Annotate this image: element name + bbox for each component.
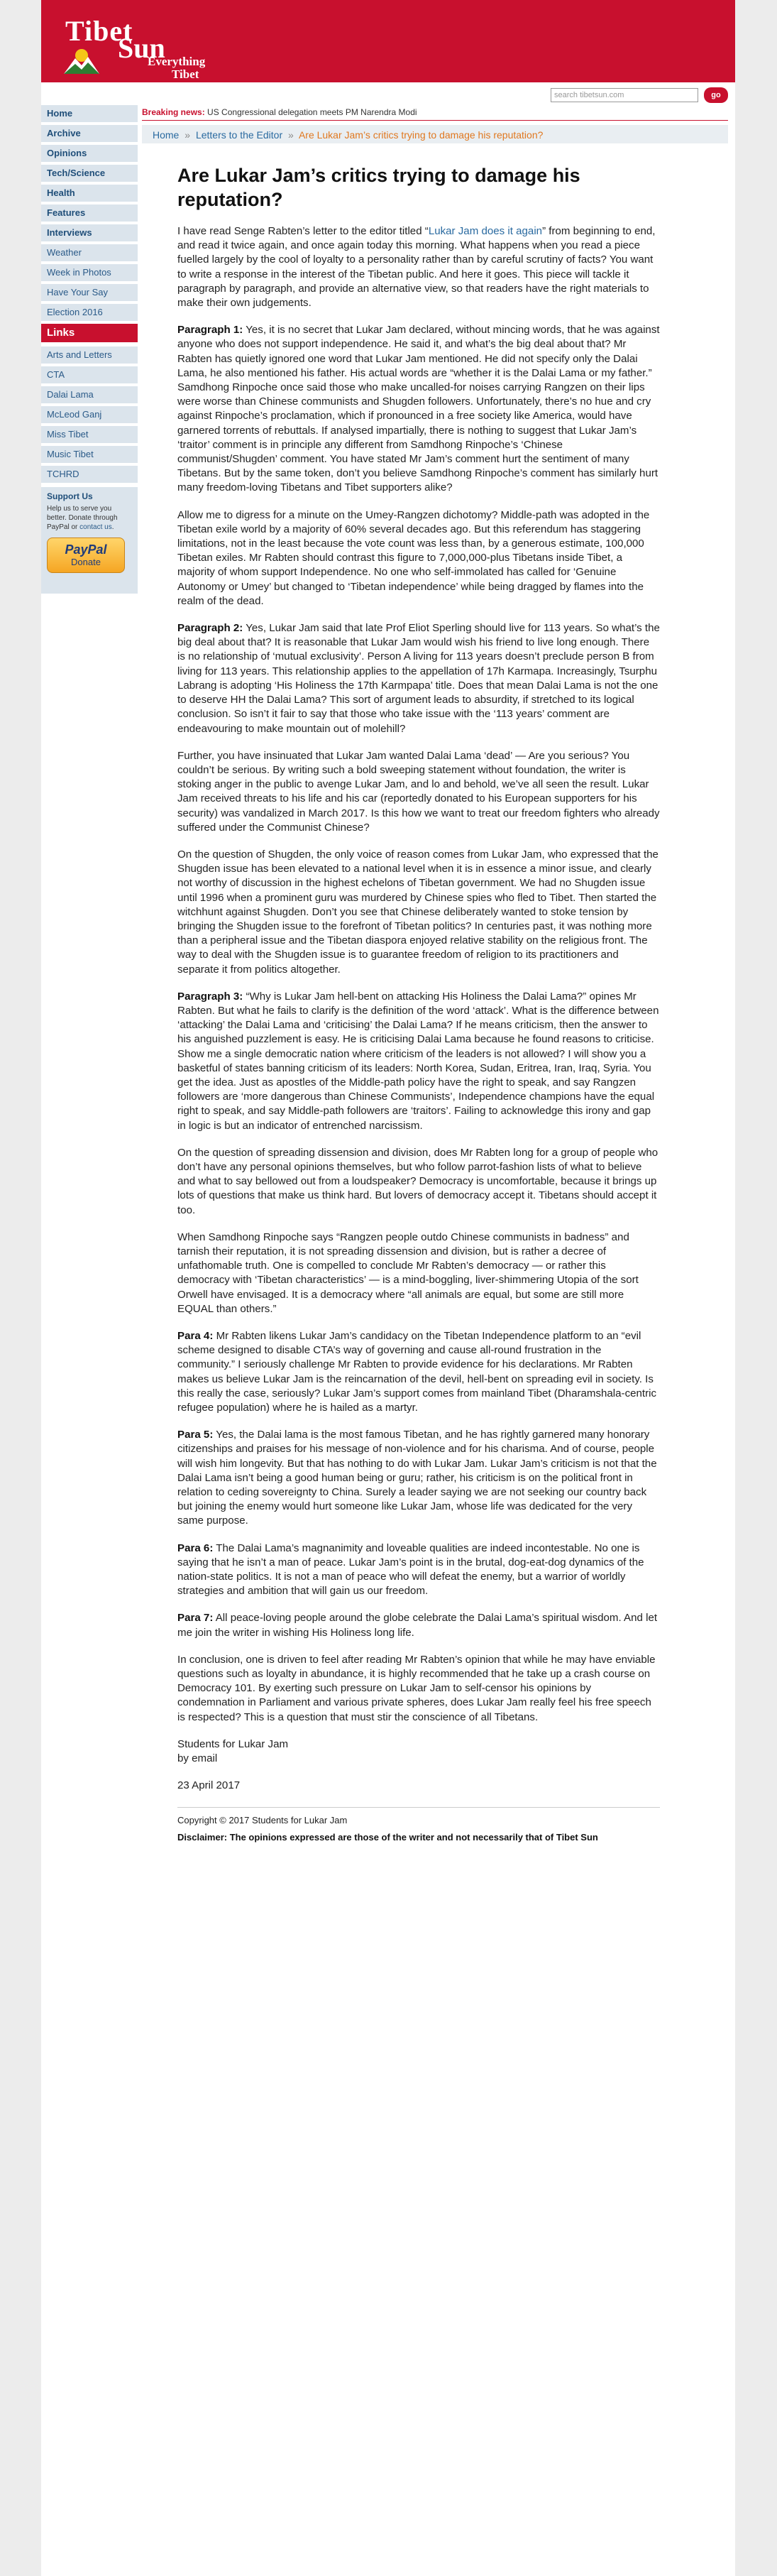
- breadcrumb-current: Are Lukar Jam’s critics trying to damage his reputation?: [298, 129, 544, 141]
- mountain-sun-icon: [64, 45, 99, 74]
- breaking-news-label: Breaking news:: [142, 107, 205, 117]
- paragraph-7: [177, 1611, 660, 1639]
- article-byline: [177, 1737, 681, 1766]
- breaking-news-bar: [142, 107, 728, 121]
- paragraph-2-text: Yes, Lukar Jam said that late Prof Eliot Sperling should live for 113 years. So what’s the big deal about that? It is reasonable that Lukar Jam would wish his friend to live long enough. There is no relationship of ‘mutual exclusivity’. Person A living for 113 years doesn’t preclude person B from living for 113 years. This relationship applies to the appellation of 17h Karmapa. Increasingly, Tsurphu Labrang is adopting ‘His Holiness the 17th Karmpapa’ title. Does that mean Dalai Lama is not the one to deserve HH the Dalai Lama? This sort of argument leads to absurdity, if stretched to its logical conclusion. So isn’t it fair to say that those who take issue with the ‘113 years’ comment are endeavouring to make mountain out of molehill?: [177, 622, 660, 735]
- article-copyright: Copyright © 2017 Students for Lukar Jam: [177, 1815, 348, 1826]
- paragraph-6-label: Para 6:: [177, 1541, 214, 1554]
- breadcrumb-letters[interactable]: Letters to the Editor: [195, 129, 283, 141]
- paragraph-1-label: Paragraph 1:: [177, 324, 243, 337]
- sidebar-item-opinions[interactable]: Opinions: [41, 145, 138, 162]
- intro-link[interactable]: Lukar Jam does it again: [428, 225, 543, 237]
- paragraph-3-label: Paragraph 3:: [177, 990, 243, 1003]
- search-input[interactable]: search tibetsun.com: [551, 88, 698, 102]
- support-title: Support Us: [47, 491, 93, 501]
- article-date: 23 April 2017: [177, 1779, 241, 1792]
- paragraph-further: Further, you have insinuated that Lukar Jam wanted Dalai Lama ‘dead’ — Are you serious? You couldn’t be serious. By writing such a bold sweeping statement without foundation, the writer is stoking anger in the public to avenge Lukar Jam, and lo and behold, we’ve all seen the result. Lukar Jam received threats to his life and his car (reportedly donated to his European supporters for his security) was vandalized in March 2017. Is this how we want to treat our freedom fighters who already suffered under the Communist Chinese?: [177, 749, 660, 834]
- article: [142, 163, 728, 1843]
- support-text-before: Help us to serve you better. Donate through PayPal or: [47, 505, 118, 531]
- paragraph-4-label: Para 4:: [177, 1330, 214, 1343]
- divider: [177, 1807, 660, 1808]
- link-arts-and-letters[interactable]: Arts and Letters: [41, 346, 138, 364]
- paypal-logo: PayPal: [65, 542, 107, 557]
- paragraph-shugden: On the question of Shugden, the only voice of reason comes from Lukar Jam, who expressed that the Shugden issue has been elevated to a national level when it is in essence a minor issue, and clearly not worthy of discussion in the highest echelons of Tibetan government. We had no Shugden issue until 1996 when a prominent guru was murdered by Chinese spies who fled to Tibet. Then started the witchhunt against Shugden. Don’t you see that Chinese deliberately wanted to stoke tension by bringing the Shugden issue to the forefront of Tibetan politics? In centuries past, it was nothing more than a peripheral issue and the Tibetan diaspora enjoyed relative stability on the religious front. The way to deal with the Shugden issue is to guarantee freedom of religion to its practitioners and separate it from politics altogether.: [177, 848, 658, 976]
- article-intro: [177, 224, 660, 310]
- paragraph-3: [177, 990, 660, 1133]
- sidebar-item-archive[interactable]: Archive: [41, 125, 138, 142]
- paypal-donate-button[interactable]: [47, 537, 125, 573]
- link-cta[interactable]: CTA: [41, 366, 138, 383]
- sidebar-item-home[interactable]: Home: [41, 105, 138, 122]
- paragraph-5-text: Yes, the Dalai lama is the most famous Tibetan, and he has rightly garnered many honorary citizenships and praises for his message of non-violence and for his charisma. And of course, people will wish him longevity. But that has nothing to do with Lukar Jam. Lukar Jam’s criticism is not that the Dalai Lama isn’t being a good human being or guru; rather, his criticism is on the political front in relation to ceding sovereignty to China. Surely a leader saying we are not seeking our country back but joining the enemy would hurt someone like Lukar Jam, whose life was dedicated for the very same purpose.: [177, 1429, 657, 1527]
- contact-us-link[interactable]: contact us: [79, 523, 112, 531]
- article-author: Students for Lukar Jam: [177, 1737, 289, 1750]
- sidebar-item-health[interactable]: Health: [41, 185, 138, 202]
- support-text-after: .: [111, 523, 114, 531]
- breadcrumb-home[interactable]: Home: [153, 129, 180, 141]
- main-content: [142, 125, 728, 1843]
- logo-tagline-2: Tibet: [172, 67, 199, 81]
- breaking-news-link[interactable]: US Congressional delegation meets PM Narendra Modi: [207, 107, 417, 117]
- paragraph-3-text: “Why is Lukar Jam hell-bent on attacking His Holiness the Dalai Lama?” opines Mr Rabten. But what he fails to clarify is the definition of the word ‘attack’. What is the difference between ‘attacking’ the Dalai Lama and ‘criticising’ the Dalai Lama? If he means criticism, then the answer to his anguished puzzlement is easy. He is criticising Dalai Lama because he found reasons to criticise. Show me a single democratic nation where criticism of the leaders is not allowed? I will show you a basketful of states banning criticism of its leaders: North Korea, Sudan, Eritrea, Iran, Iraq, Syria. You get the idea. Just as apostles of the Middle-path policy have the right to speak, and say Rangzen followers are ‘more dangerous than Chinese Communists’, Independence champions have the equal right to speak, and say Middle-path followers are ‘traitors’. Failing to acknowledge this irony and gap in logic is but an indicator of entrenched narcissism.: [177, 990, 659, 1132]
- intro-text-after: ” from beginning to end, and read it twice again, and once again today this morning. What happens when you read a piece fuelled largely by the cool of loyalty to a personality rather than by careful scrutiny of facts? You want to write a response in the interest of the Tibetan public. And here it goes. This piece will tackle it paragraph by paragraph, and provide an alternative view, so that readers have the right materials to make their own judgements.: [177, 225, 656, 310]
- breadcrumb-separator: »: [288, 129, 294, 141]
- paragraph-conclusion: In conclusion, one is driven to feel after reading Mr Rabten’s opinion that while he may have enviable questions such as loyalty in abundance, it is highly recommended that he take up a crash course on Democracy 101. By exerting such pressure on Lukar Jam to self-censor his opinions by condemnation in Parliament and various private spheres, does Lukar Jam really feel his free speech is respected? This is a question that must stir the conscience of all Tibetans.: [177, 1653, 656, 1723]
- logo-title-line2: Sun: [118, 32, 165, 64]
- paragraph-samdhong: When Samdhong Rinpoche says “Rangzen people outdo Chinese communists in badness” and tarnish their reputation, it is not spreading dissension and division, but is rather a decree of unfathomable truth. One is compelled to conclude Mr Rabten’s democracy — or rather this democracy with ‘Tibetan characteristics’ — is a mind-boggling, liver-shimmering Utopia of the sort Orwell have envisaged. It is a democracy where “all animals are equal, but some are still more EQUAL than others.”: [177, 1230, 639, 1315]
- logo-title-line1: Tibet: [65, 15, 133, 47]
- sidebar-item-features[interactable]: Features: [41, 204, 138, 222]
- link-tchrd[interactable]: TCHRD: [41, 466, 138, 483]
- article-title: Are Lukar Jam’s critics trying to damage his reputation?: [177, 165, 580, 210]
- sidebar-item-have-your-say[interactable]: Have Your Say: [41, 284, 138, 301]
- paragraph-4-text: Mr Rabten likens Lukar Jam’s candidacy on the Tibetan Independence platform to an “evil scheme designed to disable CTA’s way of governing and cause all-round frustration in the community.” I seriously challenge Mr Rabten to provide evidence for his declarations. Mr Rabten makes us believe Lukar Jam is the reincarnation of the devil, hell-bent on spreading evil in society. Is this really the case, seriously? Lukar Jam’s support comes from mainland Tibet (Dharamshala-centric refugee population) where he is hailed as a martyr.: [177, 1330, 657, 1414]
- search-go-button[interactable]: go: [704, 87, 728, 103]
- paragraph-1: [177, 323, 660, 495]
- paragraph-5-label: Para 5:: [177, 1429, 214, 1441]
- sidebar-item-election-2016[interactable]: Election 2016: [41, 304, 138, 321]
- support-box: [41, 487, 138, 594]
- paypal-donate-label: Donate: [71, 557, 101, 567]
- sidebar-item-interviews[interactable]: Interviews: [41, 224, 138, 241]
- link-mcleod-ganj[interactable]: McLeod Ganj: [41, 406, 138, 423]
- breadcrumb-separator: »: [184, 129, 191, 141]
- intro-text-before: I have read Senge Rabten’s letter to the editor titled “: [177, 225, 429, 237]
- paragraph-5: [177, 1428, 660, 1528]
- paragraph-6-text: The Dalai Lama’s magnanimity and loveable qualities are indeed incontestable. No one is saying that he isn’t a man of peace. Lukar Jam’s point is in the brutal, dog-eat-dog dynamics of the nation-state politics. It is not a man of peace who will defeat the enemy, but a warrior of worldly strategies and ambition that will gain us our freedom.: [177, 1541, 644, 1598]
- paragraph-umey: Allow me to digress for a minute on the Umey-Rangzen dichotomy? Middle-path was adopted in the Tibetan exile world by a majority of 60% several decades ago. But this referendum has staggering limitations, not in the least because the vote count was less than, by a generous estimate, 100,000 Tibetan exiles. Mr Rabten should contrast this figure to 7,000,000-plus Tibetans inside Tibet, a majority of whom support Independence. No one who self-immolated has called for ‘Genuine Autonomy or Umey’ but changed to ‘Tibetan independence’ while being dragged by flames into the realm of the dead.: [177, 508, 650, 607]
- site-logo[interactable]: [48, 6, 211, 81]
- site-header: [41, 0, 735, 82]
- links-heading: Links: [41, 324, 138, 342]
- paragraph-1-text: Yes, it is no secret that Lukar Jam declared, without mincing words, that he was against anyone who does not support independence. He said it, and what’s the big deal about that? Mr Rabten has quietly ignored one word that Lukar Jam mentioned. He did not specify only the Dalai Lama, he also mentioned his father. His actual words are “whether it is the Dalai Lama or my father.” Samdhong Rinpoche once said those who make uncalled-for noises carrying Rangzen on their lips were worse than Chinese communists and Shugden followers. Unfortunately, there’s no hue and cry against Rinpoche’s proclamation, which if pronounced in a free society like America, would have garnered torrents of rebuttals. If analysed impartially, there is nothing to suggest that Lukar Jam’s ‘traitor’ comment is in principle any different from Samdhong Rinpoche’s ‘Chinese communist/Shugden’ comment. You have stated Mr Jam’s comment hurt the sentiment of many Tibetans. But by the same token, don’t you believe Samdhong Rinpoche’s comment has similarly hurt many freedom-loving Tibetans and Tibet supporters alike?: [177, 324, 660, 494]
- article-disclaimer: [177, 1832, 603, 1843]
- sidebar-item-week-in-photos[interactable]: Week in Photos: [41, 264, 138, 281]
- sidebar: [41, 105, 138, 594]
- link-dalai-lama[interactable]: Dalai Lama: [41, 386, 138, 403]
- support-text: [47, 504, 132, 532]
- article-author-via: by email: [177, 1752, 218, 1765]
- article-disclaimer-text: Disclaimer: The opinions expressed are those of the writer and not necessarily that of Tibet Sun: [177, 1832, 598, 1843]
- paragraph-2: [177, 621, 660, 736]
- sidebar-item-tech-science[interactable]: Tech/Science: [41, 165, 138, 182]
- link-music-tibet[interactable]: Music Tibet: [41, 446, 138, 463]
- link-miss-tibet[interactable]: Miss Tibet: [41, 426, 138, 443]
- sidebar-item-weather[interactable]: Weather: [41, 244, 138, 261]
- paragraph-dissension: On the question of spreading dissension and division, does Mr Rabten long for a group of people who don’t have any personal opinions themselves, but who follow parrot-fashion lists of what to believe and what to say bellowed out from a loudspeaker? Democracy is uncomfortable, because it brings up lots of questions that make us think hard. But lovers of democracy accept it. Tibetans should accept it too.: [177, 1146, 658, 1216]
- logo-tagline-1: Everything: [148, 55, 206, 68]
- breadcrumb: [142, 125, 728, 143]
- paragraph-2-label: Paragraph 2:: [177, 622, 243, 635]
- paragraph-4: [177, 1329, 660, 1415]
- paragraph-7-text: All peace-loving people around the globe celebrate the Dalai Lama’s spiritual wisdom. And let me join the writer in wishing His Holiness long life.: [177, 1612, 658, 1639]
- paragraph-7-label: Para 7:: [177, 1612, 214, 1625]
- paragraph-6: [177, 1541, 660, 1599]
- page-frame: [41, 0, 735, 2576]
